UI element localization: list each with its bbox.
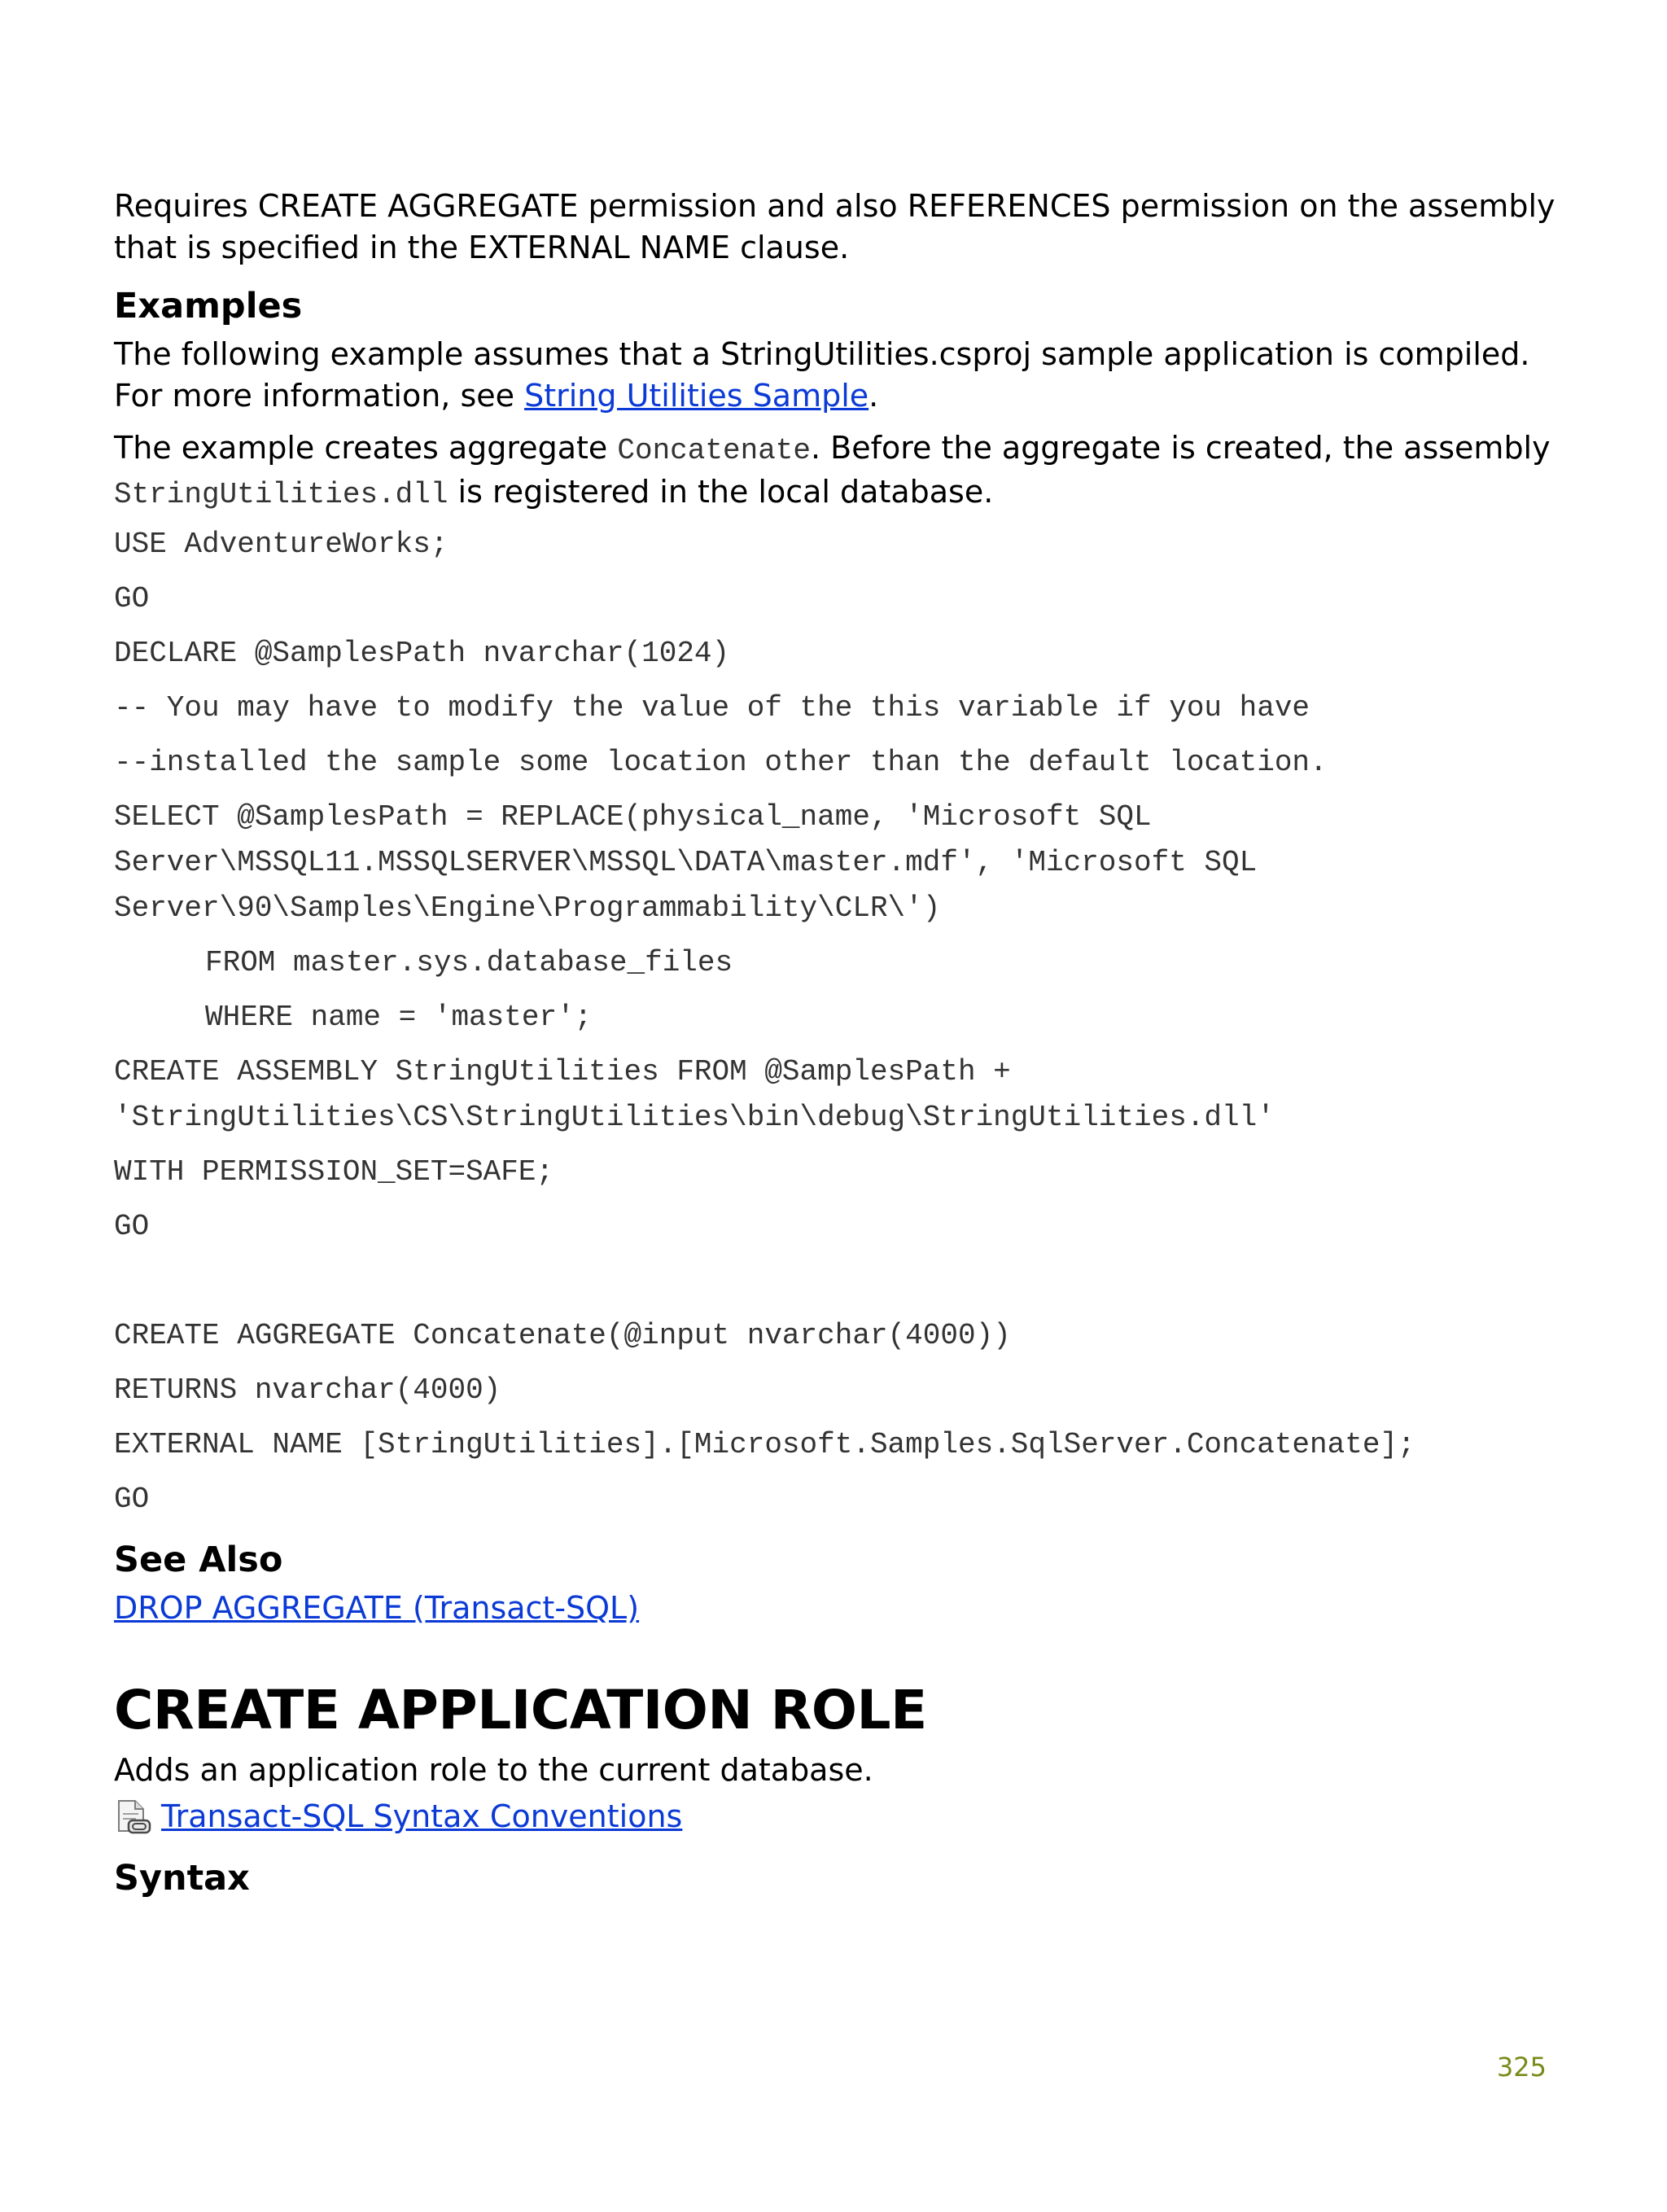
section-title: CREATE APPLICATION ROLE bbox=[114, 1679, 927, 1741]
examples-paragraph-2 bbox=[114, 427, 1563, 515]
examples-para2-end: is registered in the local database. bbox=[448, 474, 994, 510]
code-line: DECLARE @SamplesPath nvarchar(1024) bbox=[114, 637, 730, 670]
code-line: GO bbox=[114, 582, 150, 615]
code-line-blank bbox=[114, 1259, 1563, 1304]
code-line: WITH PERMISSION_SET=SAFE; bbox=[114, 1155, 554, 1189]
examples-para2-text: The example creates aggregate bbox=[114, 430, 618, 466]
examples-para1-text: The following example assumes that a StringUtilities.csproj sample application is compiled. For more information, see bbox=[114, 336, 1530, 414]
examples-heading: Examples bbox=[114, 286, 303, 326]
inline-code-dll: StringUtilities.dll bbox=[114, 478, 448, 511]
string-utilities-sample-link[interactable]: String Utilities Sample bbox=[524, 378, 869, 414]
code-line: CREATE AGGREGATE Concatenate(@input nvarchar(4000)) bbox=[114, 1319, 1011, 1352]
page-number: 325 bbox=[1496, 2052, 1547, 2083]
code-line: -- You may have to modify the value of the this variable if you have bbox=[114, 691, 1310, 725]
code-line: USE AdventureWorks; bbox=[114, 528, 448, 561]
see-also-heading: See Also bbox=[114, 1540, 283, 1580]
inline-code-concatenate: Concatenate bbox=[617, 434, 811, 467]
code-block bbox=[114, 522, 1563, 1522]
section-description: Adds an application role to the current database. bbox=[114, 1752, 873, 1788]
document-link-icon bbox=[114, 1798, 151, 1836]
code-line: RETURNS nvarchar(4000) bbox=[114, 1373, 501, 1407]
examples-para2-mid: . Before the aggregate is created, the assembly bbox=[811, 430, 1551, 466]
code-line: GO bbox=[114, 1483, 150, 1516]
drop-aggregate-link[interactable]: DROP AGGREGATE (Transact-SQL) bbox=[114, 1590, 640, 1626]
transact-sql-syntax-conventions-link[interactable]: Transact-SQL Syntax Conventions bbox=[161, 1798, 683, 1834]
code-line: SELECT @SamplesPath = REPLACE(physical_name, 'Microsoft SQL Server\MSSQL11.MSSQLSERVER\MSSQL\DATA\master.mdf', 'Microsoft SQL Server\90\Samples\Engine\Programmability\CLR\') bbox=[114, 800, 1258, 925]
code-line: CREATE ASSEMBLY StringUtilities FROM @SamplesPath + 'StringUtilities\CS\StringUtilities\bin\debug\StringUtilities.dll' bbox=[114, 1055, 1275, 1134]
conventions-row bbox=[114, 1796, 1563, 1837]
code-line: EXTERNAL NAME [StringUtilities].[Microsoft.Samples.SqlServer.Concatenate]; bbox=[114, 1428, 1415, 1461]
see-also-paragraph bbox=[114, 1588, 1563, 1629]
examples-paragraph-1 bbox=[114, 334, 1563, 417]
document-page bbox=[114, 186, 1563, 1906]
code-line: GO bbox=[114, 1210, 150, 1243]
code-line: WHERE name = 'master'; bbox=[205, 1001, 593, 1034]
code-line: FROM master.sys.database_files bbox=[205, 946, 733, 979]
code-line: --installed the sample some location other than the default location. bbox=[114, 746, 1328, 779]
syntax-heading: Syntax bbox=[114, 1858, 250, 1899]
examples-para1-end: . bbox=[869, 378, 879, 414]
permissions-paragraph: Requires CREATE AGGREGATE permission and also REFERENCES permission on the assembly that is specified in the EXTERNAL NAME clause. bbox=[114, 188, 1555, 265]
